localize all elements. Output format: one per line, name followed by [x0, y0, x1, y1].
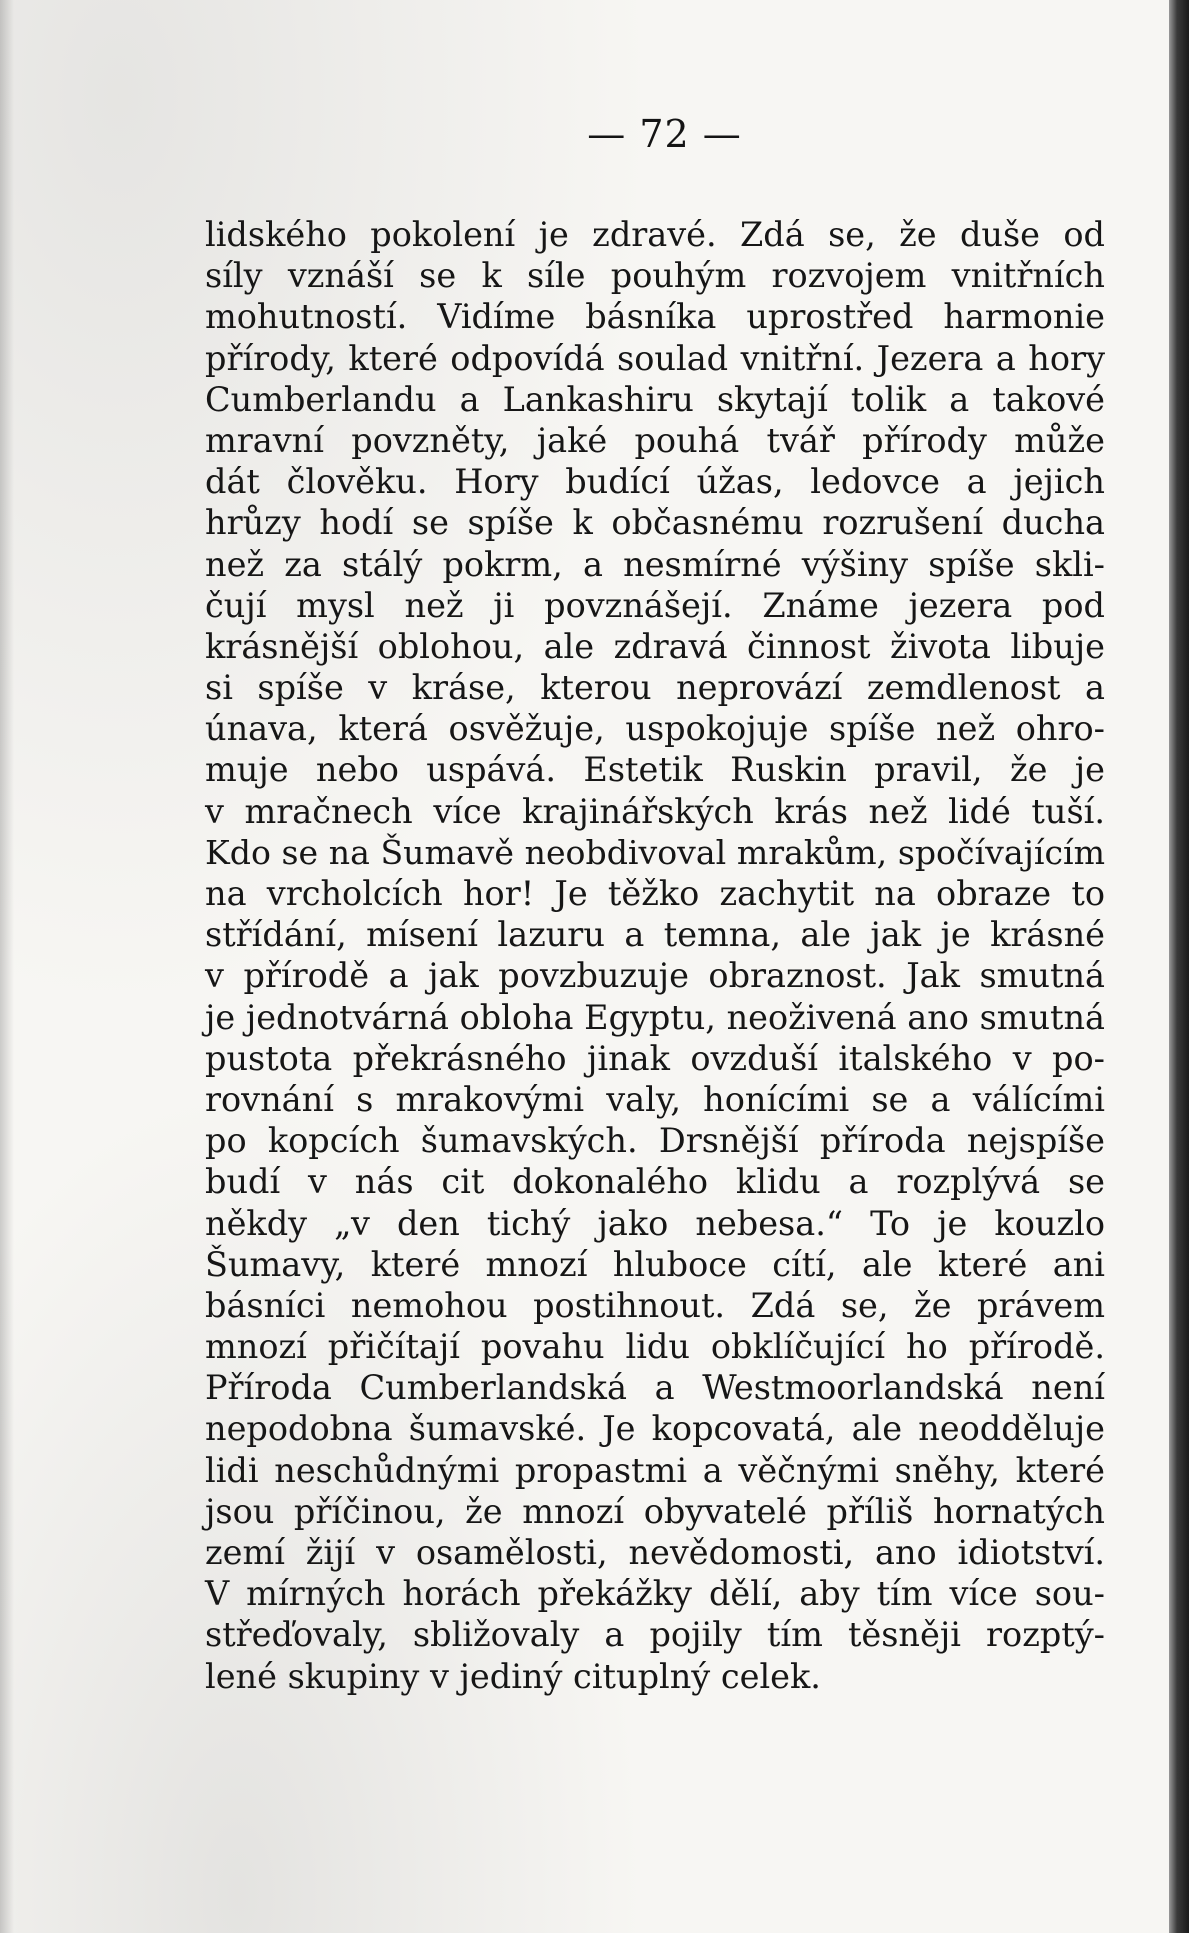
text-line: pustota překrásného jinak ovzduší italského v po-: [205, 1038, 1105, 1078]
text-line: střídání, mísení lazuru a temna, ale jak je krásné: [205, 915, 1105, 955]
text-line: je jednotvárná obloha Egyptu, neoživená ano smutná: [205, 997, 1105, 1037]
text-line: budí v nás cit dokonalého klidu a rozplývá se: [205, 1162, 1105, 1202]
text-line: krásnější oblohou, ale zdravá činnost života libuje: [205, 626, 1105, 666]
text-line: Příroda Cumberlandská a Westmoorlandská není: [205, 1368, 1105, 1408]
text-line: lidského pokolení je zdravé. Zdá se, že duše od: [205, 215, 1105, 254]
text-line: muje nebo uspává. Estetik Ruskin pravil, že je: [205, 750, 1105, 790]
page-left-shadow: [0, 0, 14, 1933]
text-line: Šumavy, které mnozí hluboce cítí, ale které ani: [205, 1244, 1105, 1284]
page-number: — 72 —: [587, 112, 742, 156]
text-line: únava, která osvěžuje, uspokojuje spíše než ohro-: [205, 709, 1105, 749]
text-line-last: lené skupiny v jediný cituplný celek.: [205, 1656, 821, 1696]
text-line: rovnání s mrakovými valy, honícími se a válícími: [205, 1079, 1105, 1119]
text-line: někdy „v den tichý jako nebesa.“ To je kouzlo: [205, 1203, 1105, 1243]
text-line: mravní povzněty, jaké pouhá tvář přírody může: [205, 420, 1105, 460]
text-line: střeďovaly, sbližovaly a pojily tím těsněji rozptý-: [205, 1615, 1105, 1655]
text-line: mohutností. Vidíme básníka uprostřed harmonie: [205, 297, 1105, 337]
text-line: dát člověku. Hory budící úžas, ledovce a jejich: [205, 462, 1105, 502]
text-line: nepodobna šumavské. Je kopcovatá, ale neodděluje: [205, 1409, 1105, 1449]
text-line: přírody, které odpovídá soulad vnitřní. Jezera a hory: [205, 338, 1105, 378]
text-line: na vrcholcích hor! Je těžko zachytit na obraze to: [205, 874, 1105, 913]
text-line: si spíše v kráse, kterou neprovází zemdlenost a: [205, 668, 1105, 708]
text-line: zemí žijí v osamělosti, nevědomosti, ano idiotství.: [205, 1533, 1105, 1572]
body-text: [205, 214, 1105, 1697]
text-line: než za stálý pokrm, a nesmírné výšiny spíše skli-: [205, 544, 1105, 584]
text-line: síly vznáší se k síle pouhým rozvojem vnitřních: [205, 256, 1105, 296]
text-line: Cumberlandu a Lankashiru skytají tolik a takové: [205, 379, 1105, 419]
page-right-edge: [1169, 0, 1189, 1933]
text-line: po kopcích šumavských. Drsnější příroda nejspíše: [205, 1121, 1105, 1161]
text-line: čují mysl než ji povznášejí. Známe jezera pod: [205, 585, 1105, 625]
text-line: hrůzy hodí se spíše k občasnému rozrušení ducha: [205, 503, 1105, 543]
text-line: Kdo se na Šumavě neobdivoval mrakům, spočívajícím: [205, 832, 1105, 872]
text-line: V mírných horách překážky dělí, aby tím více sou-: [205, 1574, 1105, 1614]
text-line: v mračnech více krajinářských krás než lidé tuší.: [205, 791, 1105, 831]
text-line: jsou příčinou, že mnozí obyvatelé příliš hornatých: [205, 1491, 1105, 1531]
text-line: lidi neschůdnými propastmi a věčnými sněhy, které: [205, 1450, 1105, 1490]
text-line: v přírodě a jak povzbuzuje obraznost. Jak smutná: [205, 956, 1105, 996]
text-line: mnozí přičítají povahu lidu obklíčující ho přírodě.: [205, 1327, 1105, 1367]
text-line: básníci nemohou postihnout. Zdá se, že právem: [205, 1285, 1105, 1325]
